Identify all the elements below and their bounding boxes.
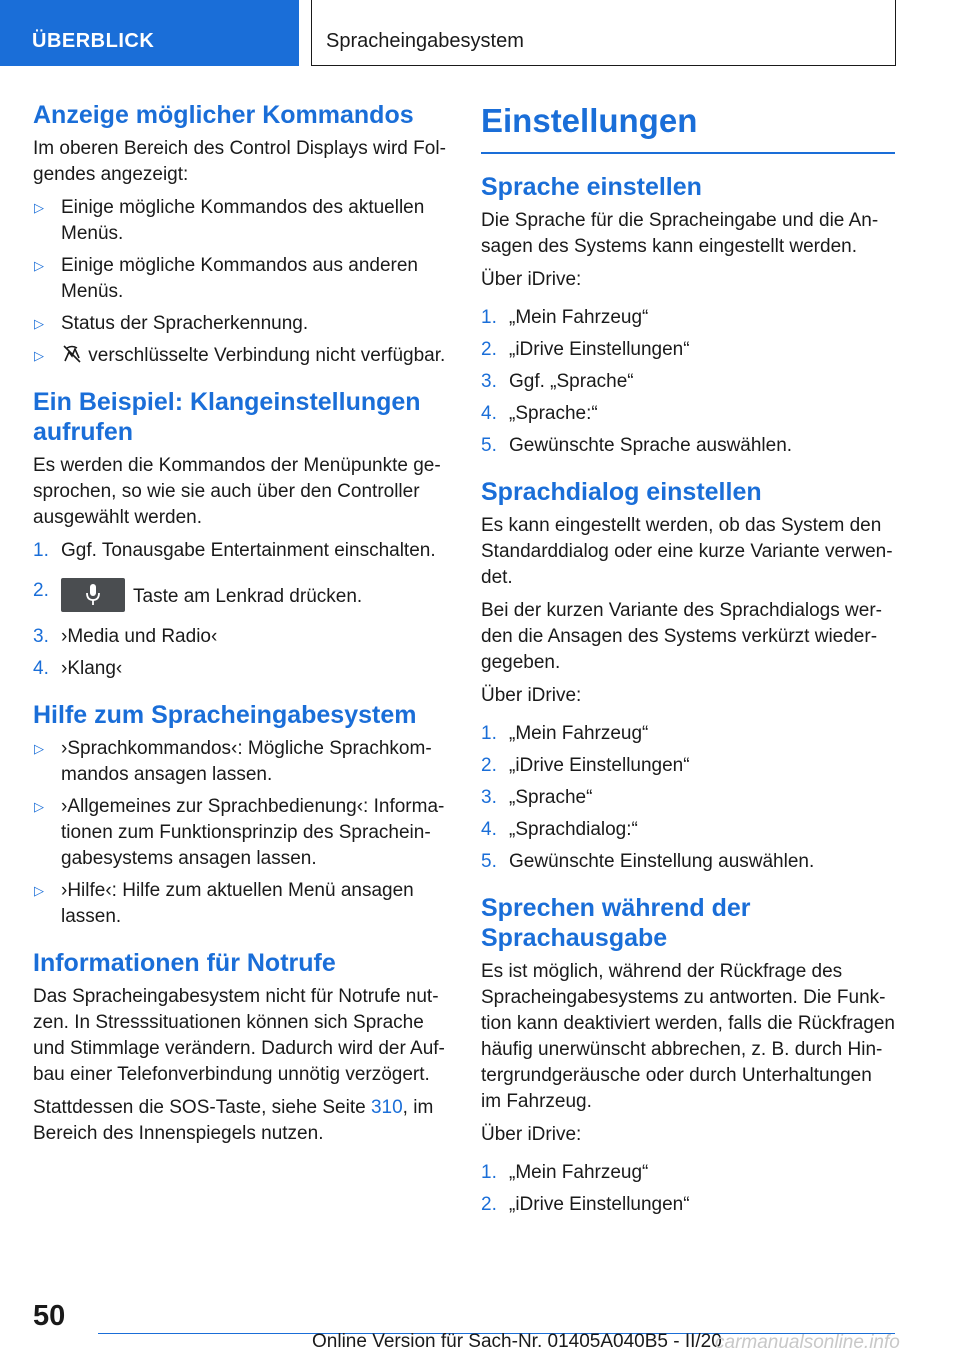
section-barge-in [481,893,895,1218]
list-item: 2. „iDrive Einstellungen“ [481,338,690,360]
steering-wheel-voice-button [61,578,125,612]
list-item: ▷ Einige mögliche Kommandos des aktuellen Menüs. [34,197,425,244]
section-help [33,700,447,930]
paragraph: Es kann eingestellt werden, ob das System den Standarddialog oder eine kurze Variante verwendet. [481,514,893,588]
numbered-list [481,1160,895,1218]
section-emergency [33,948,447,1147]
triangle-bullet-icon: ▷ [34,883,44,898]
chapter-heading: Einstellungen [481,102,895,154]
bullet-list [33,195,447,369]
chapter-tab [0,0,299,66]
list-item: 2. Taste am Lenkrad drücken. [33,578,447,612]
triangle-bullet-icon: ▷ [34,200,44,215]
list-item: ▷ Einige mögliche Kommandos aus anderen Menüs. [34,255,418,302]
numbered-list [33,538,447,682]
triangle-bullet-icon: ▷ [34,258,44,273]
section-heading: Sprechen während der Sprachausgabe [481,893,751,952]
section-heading: Hilfe zum Spracheingabesystem [33,701,417,729]
section-example-sound [33,387,447,682]
list-item: 1. Ggf. Tonausgabe Entertainment einschalten. [33,540,436,561]
list-item: 1. „Mein Fahrzeug“ [481,306,649,328]
section-heading: Ein Beispiel: Klangeinstellungen aufrufen [33,388,421,446]
list-item: ▷ ›Sprachkommandos‹: Mögliche Sprachkommandos ansagen lassen. [34,738,432,785]
chapter-tab-label: ÜBERBLICK [32,30,155,52]
page-number: 50 [33,1300,66,1332]
microphone-icon [83,583,103,607]
page-header [0,0,960,66]
paragraph: Über iDrive: [481,684,582,706]
right-column [481,100,895,1236]
section-title: Spracheingabesystem [326,30,524,52]
list-item: ▷ ›Allgemeines zur Sprachbedienung‹: Informationen zum Funktionsprinzip des Spracheingabesystems ansagen lassen. [34,796,445,869]
paragraph: Es ist möglich, während der Rückfrage des Spracheingabesystems zu antworten. Die Funktion kann deaktiviert werden, falls die Rückfragen häufig unerwünscht abbrechen, z. B. durch Hintergrundgeräusche oder durch Unterhaltungen im Fahrzeug. [481,960,896,1112]
section-heading: Informationen für Notrufe [33,949,336,977]
footer-edition: Online Version für Sach-Nr. 01405A040B5 - II/20 [312,1331,722,1352]
list-item: 1. „Mein Fahrzeug“ [481,722,649,744]
list-item: 2. „iDrive Einstellungen“ [481,754,690,776]
triangle-bullet-icon: ▷ [34,741,44,756]
numbered-list [481,721,895,875]
triangle-bullet-icon: ▷ [34,348,44,363]
triangle-bullet-icon: ▷ [34,799,44,814]
paragraph: Im oberen Bereich des Control Displays wird Folgendes angezeigt: [33,138,446,185]
triangle-bullet-icon: ▷ [34,316,44,331]
numbered-list [481,305,895,459]
list-item: ▷ ›Hilfe‹: Hilfe zum aktuellen Menü ansagen lassen. [34,880,414,927]
left-column [33,100,447,1165]
list-item: 3. ›Media und Radio‹ [33,626,218,647]
section-heading: Sprachdialog einstellen [481,477,762,506]
section-display-commands [33,100,447,369]
list-item: ▷ Status der Spracherkennung. [33,311,447,337]
list-item: 4. „Sprachdialog:“ [481,818,638,840]
list-item: 4. ›Klang‹ [33,658,123,679]
paragraph: Über iDrive: [481,268,582,290]
watermark: carmanualsonline.info [715,1332,900,1353]
list-item: 5. Gewünschte Sprache auswählen. [481,434,793,456]
bullet-list [33,736,447,930]
section-heading: Anzeige möglicher Kommandos [33,101,414,129]
section-language [481,172,895,459]
paragraph: Es werden die Kommandos der Menüpunkte gesprochen, so wie sie auch über den Controller ausgewählt werden. [33,455,441,528]
list-item: ▷ verschlüsselte Verbindung nicht verfügbar. [33,343,447,369]
paragraph: Stattdessen die SOS-Taste, siehe Seite 310, im Bereich des Innenspiegels nutzen. [33,1097,434,1144]
paragraph: Bei der kurzen Variante des Sprachdialogs werden die Ansagen des Systems verkürzt wiedergegeben. [481,599,882,673]
list-item: 3. Ggf. „Sprache“ [481,370,634,392]
section-title-box [311,0,896,66]
page-reference-link[interactable]: 310 [370,1097,403,1118]
paragraph: Die Sprache für die Spracheingabe und die Ansagen des Systems kann eingestellt werden. [481,209,879,257]
list-item: 3. „Sprache“ [481,786,593,808]
list-item: 2. „iDrive Einstellungen“ [481,1193,690,1215]
section-voice-dialog [481,477,895,875]
section-heading: Sprache einstellen [481,172,702,201]
paragraph: Das Spracheingabesystem nicht für Notrufe nutzen. In Stresssituationen können sich Sprache und Stimmlage verändern. Dadurch wird der Aufbau einer Telefonverbindung unnötig verzögert. [33,986,445,1085]
list-item: 5. Gewünschte Einstellung auswählen. [481,850,815,872]
list-item: 4. „Sprache:“ [481,402,598,424]
no-encryption-icon [61,344,83,364]
paragraph: Über iDrive: [481,1123,582,1145]
list-item: 1. „Mein Fahrzeug“ [481,1161,649,1183]
